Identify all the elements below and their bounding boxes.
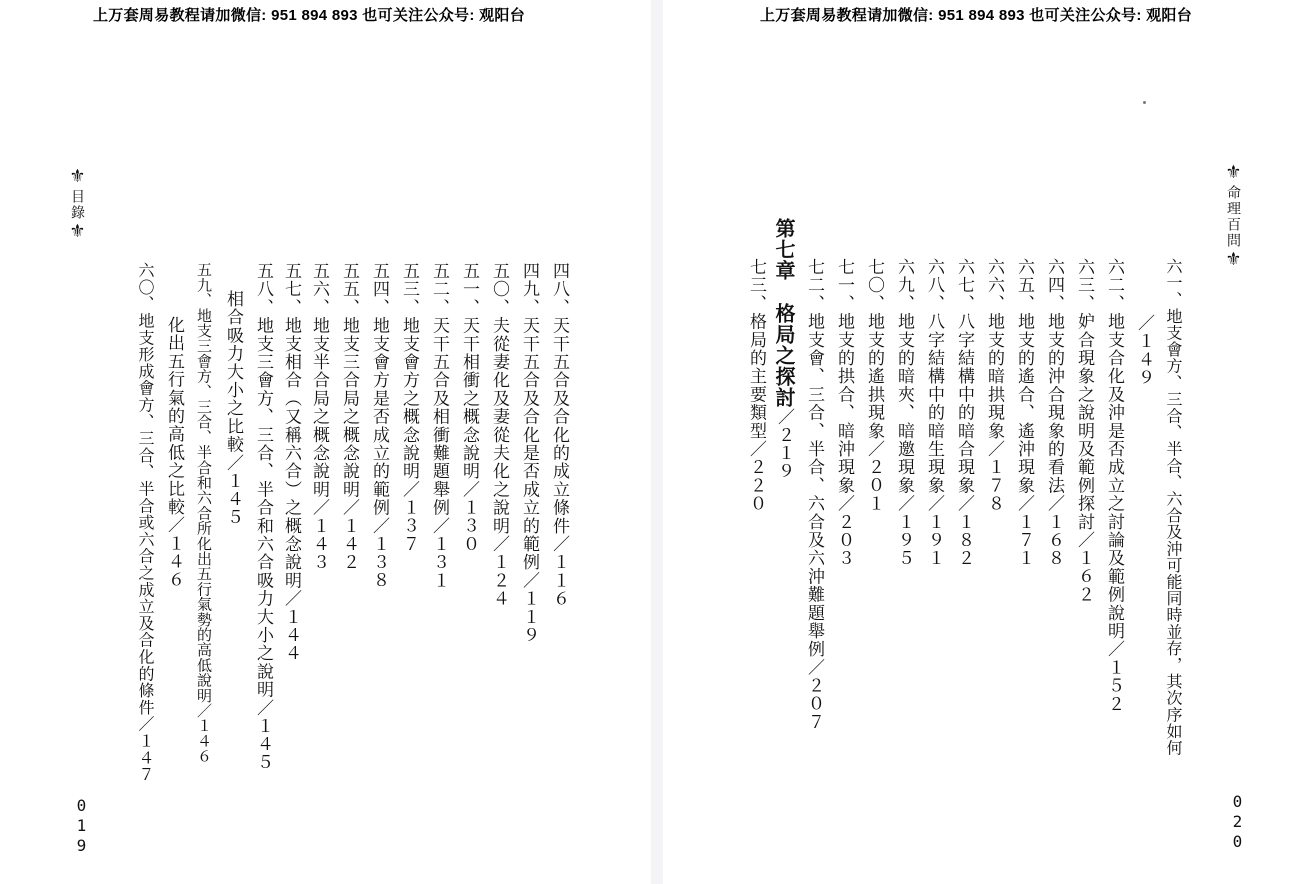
page-number: 019 (72, 796, 91, 856)
watermark-text: 上万套周易教程请加微信: 951 894 893 也可关注公众号: 观阳台 (93, 7, 526, 24)
toc-entry: 五三、地支會方之概念說明／１３７ (399, 262, 419, 554)
toc-entry: 六八、八字結構中的暗生現象／１９１ (924, 258, 944, 568)
toc-entry: 五一、天干相衝之概念說明／１３０ (459, 262, 479, 554)
chapter-title: 格局之探討 (772, 303, 796, 408)
toc-entry: 五二、天干五合及相衝難題舉例／１３１ (429, 262, 449, 590)
watermark-text: 上万套周易教程请加微信: 951 894 893 也可关注公众号: 观阳台 (760, 7, 1193, 24)
toc-entry: 五〇、夫從妻化及妻從夫化之說明／１２４ (489, 262, 509, 608)
fleur-ornament-icon: ⚜ (67, 166, 88, 189)
toc-entry: 六五、地支的遙合、遙沖現象／１７１ (1014, 258, 1034, 568)
toc-entry: 六四、地支的沖合現象的看法／１６８ (1044, 258, 1064, 568)
toc-subentry: 化出五行氣的高低之比較／１４６ (164, 316, 184, 589)
toc-entry: 六七、八字結構中的暗合現象／１８２ (954, 258, 974, 568)
fleur-ornament-icon: ⚜ (1223, 162, 1244, 185)
toc-entry: 五九、地支三會方、三合、半合和六合所化出五行氣勢的高低說明／１４６ (195, 262, 213, 764)
running-header (1224, 162, 1242, 272)
toc-entry: 六一、地支會方、三合、半合、六合及沖可能同時並存，其次序如何 (1164, 258, 1183, 756)
toc-entry: 七二、地支會、三合、半合、六合及六沖難題舉例／２０７ (804, 258, 824, 732)
toc-entry: 六二、地支合化及沖是否成立之討論及範例說明／１５２ (1104, 258, 1124, 713)
header-title: 命理百問 (1225, 185, 1241, 249)
toc-entry: 七一、地支的拱合、暗沖現象／２０３ (834, 258, 854, 568)
toc-entry: 五六、地支半合局之概念說明／１４３ (309, 262, 329, 572)
right-page (663, 0, 1302, 884)
chapter-heading (771, 218, 797, 480)
chapter-number: 第七章 (772, 218, 796, 281)
toc-subentry: 相合吸力大小之比較／１４５ (223, 290, 243, 527)
toc-entry: 五五、地支三合局之概念說明／１４２ (339, 262, 359, 572)
toc-entry: 五七、地支相合（又稱六合）之概念說明／１４４ (281, 262, 301, 663)
running-header (68, 166, 86, 244)
toc-entry: 六九、地支的暗夾、暗邀現象／１９５ (894, 258, 914, 568)
toc-entry: 六六、地支的暗拱現象／１７８ (984, 258, 1004, 513)
chapter-page: ／２１９ (774, 408, 794, 480)
toc-entry: 七〇、地支的遙拱現象／２０１ (864, 258, 884, 513)
scan-speck (1143, 101, 1146, 104)
toc-entry: 四八、天干五合及合化的成立條件／１１６ (549, 262, 569, 608)
toc-entry: 六三、妒合現象之說明及範例探討／１６２ (1074, 258, 1094, 604)
toc-entry: 六〇、地支形成會方、三合、半合或六合之成立及合化的條件／１４７ (136, 262, 155, 783)
toc-entry: 五四、地支會方是否成立的範例／１３８ (369, 262, 389, 590)
toc-entry: 五八、地支三會方、三合、半合和六合吸力大小之說明／１４５ (253, 262, 273, 772)
toc-entry: 四九、天干五合及合化是否成立的範例／１１９ (519, 262, 539, 645)
page-gutter (651, 0, 663, 884)
toc-subentry: ／１４９ (1134, 314, 1154, 387)
header-title: 目錄 (69, 189, 85, 221)
fleur-ornament-icon: ⚜ (67, 221, 88, 244)
toc-entry: 七三、格局的主要類型／２２０ (746, 258, 766, 513)
page-number: 020 (1228, 792, 1247, 852)
fleur-ornament-icon: ⚜ (1223, 249, 1244, 272)
